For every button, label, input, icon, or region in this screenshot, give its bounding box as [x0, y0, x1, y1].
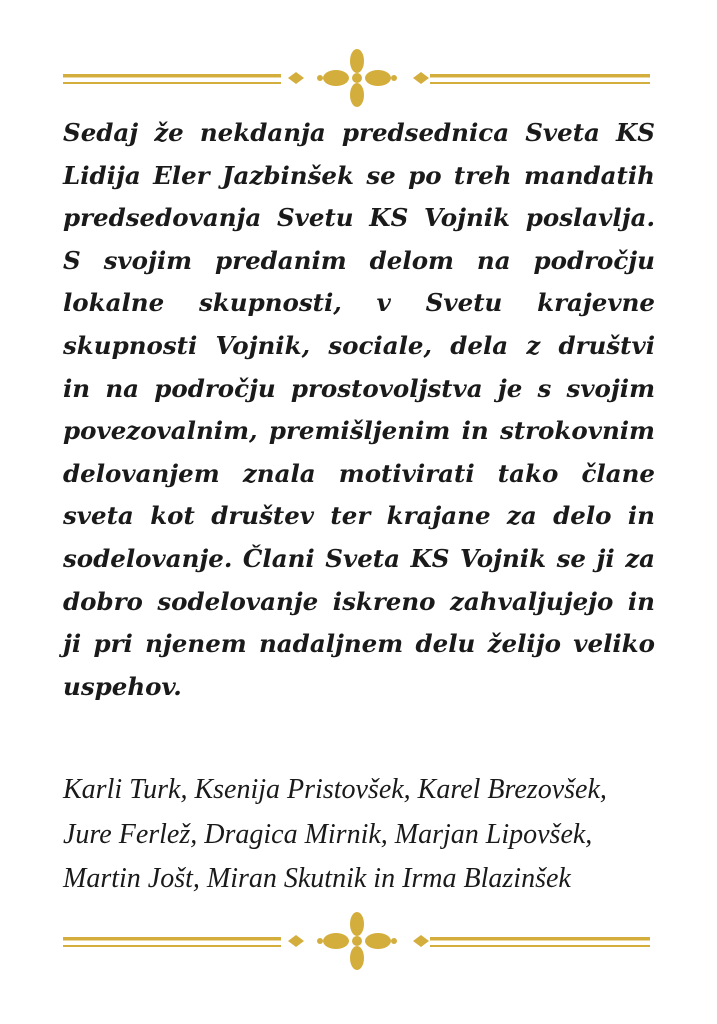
paragraph-line-1: Sedaj že nekdanja predsednica Sveta KS — [63, 118, 655, 147]
paragraph-line-10: sveta kot društev ter krajane za delo in — [63, 501, 655, 531]
paragraph-line-7: in na področju prostovoljstva je s svojim — [63, 373, 655, 403]
paragraph-line-5: lokalne skupnosti, v Svetu krajevne — [63, 288, 655, 318]
paragraph-line-6: skupnosti Vojnik, sociale, dela z društvi — [63, 330, 655, 360]
signature-line-3: Martin Jošt, Miran Skutnik in Irma Blazinšek — [63, 863, 571, 894]
paragraph-line-3: predsedovanja Svetu KS Vojnik poslavlja. — [63, 203, 655, 233]
paragraph-line-11: sodelovanje. Člani Sveta KS Vojnik se ji za — [63, 543, 655, 573]
paragraph-line-9: delovanjem znala motivirati tako člane — [63, 458, 655, 488]
signature-block — [63, 768, 663, 902]
paragraph-line-12: dobro sodelovanje iskreno zahvaljujejo in — [63, 586, 655, 616]
paragraph-line-8: povezovalnim, premišljenim in strokovnim — [63, 416, 655, 446]
bottom-ornament — [0, 910, 717, 970]
signature-line-2: Jure Ferlež, Dragica Mirnik, Marjan Lipovšek, — [63, 818, 593, 850]
gold-scroll-ornament-icon — [0, 910, 717, 970]
paragraph-line-13: ji pri njenem nadaljnem delu želijo veliko — [63, 629, 655, 659]
tribute-paragraph — [63, 112, 655, 708]
paragraph-line-2: Lidija Eler Jazbinšek se po treh mandatih — [63, 160, 655, 190]
signature-line-1: Karli Turk, Ksenija Pristovšek, Karel Brezovšek, — [63, 774, 607, 805]
top-ornament — [0, 47, 717, 107]
paragraph-line-4: S svojim predanim delom na področju — [63, 245, 655, 275]
paragraph-line-14: uspehov. — [63, 671, 182, 701]
gold-scroll-ornament-icon — [0, 47, 717, 107]
